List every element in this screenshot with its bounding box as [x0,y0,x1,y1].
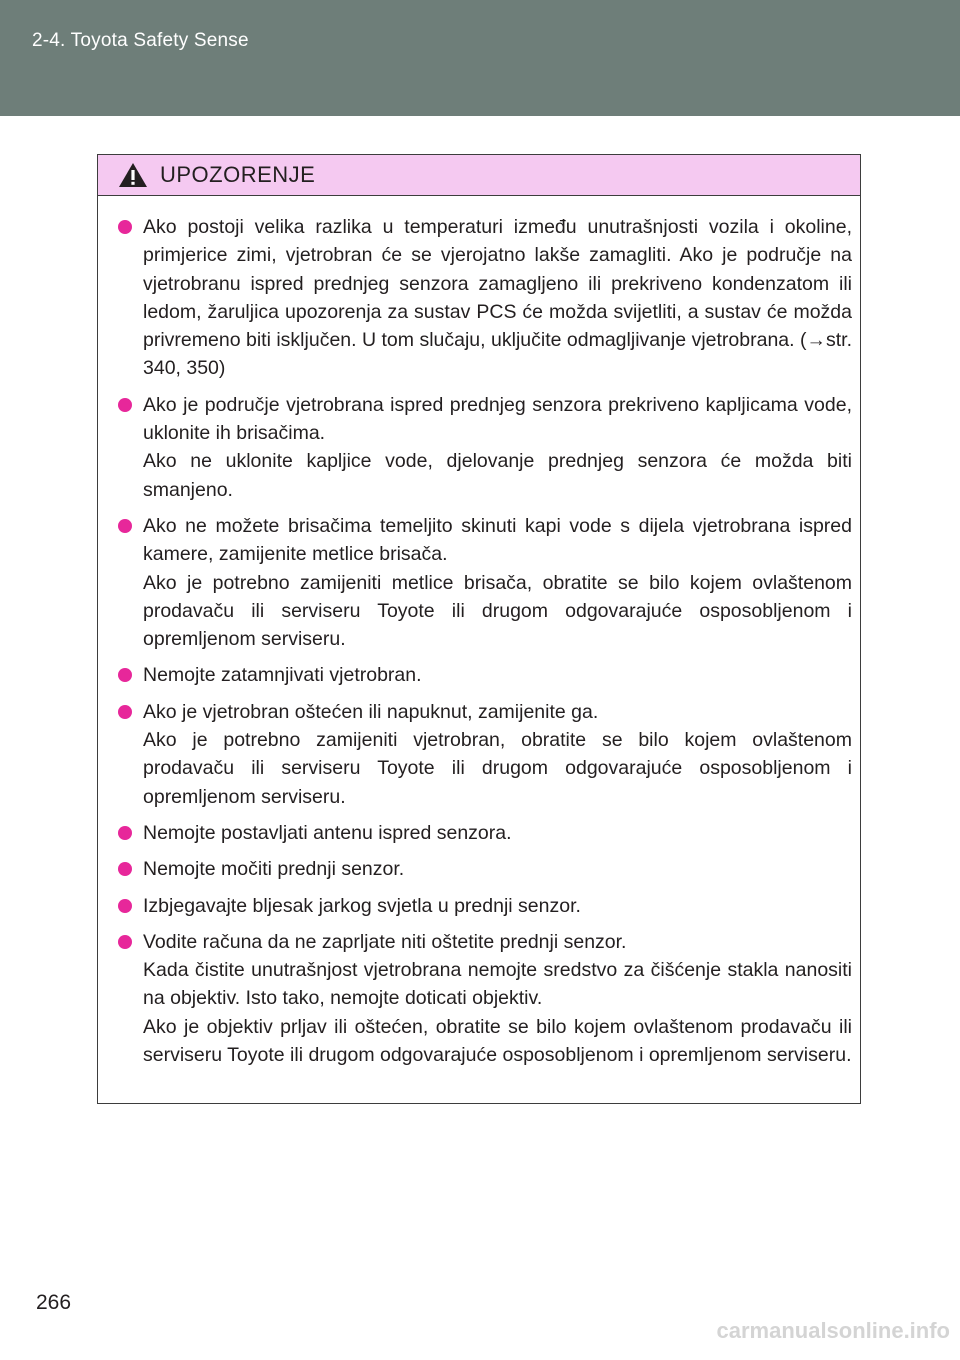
bullet-icon [118,862,132,876]
bullet-icon [118,398,132,412]
page-number: 266 [36,1291,72,1314]
warning-item [117,391,852,504]
warning-item-text: Ako je objektiv prljav ili oštećen, obratite se bilo kojem ovlaštenom prodavaču ili serviseru Toyote ili drugom odgovarajuće osposobljenom i opremljenom serviseru. [143,1015,852,1067]
section-title: 2-4. Toyota Safety Sense [32,30,249,51]
warning-item-text: Nemojte zatamnjivati vjetrobran. [143,664,422,687]
bullet-icon [118,668,132,682]
page-header [0,0,960,116]
warning-box [97,154,861,1104]
warning-triangle-icon [118,162,148,188]
warning-item [117,892,852,920]
warning-item [117,855,852,883]
warning-item [117,698,852,811]
warning-item-text: Ako je područje vjetrobrana ispred prednjeg senzora prekriveno kapljicama vode, uklonite ih brisačima. [143,393,852,445]
warning-item-text: Nemojte postavljati antenu ispred senzora. [143,821,512,844]
bullet-icon [118,705,132,719]
warning-item [117,512,852,653]
bullet-icon [118,935,132,949]
warning-item [117,661,852,689]
warning-title: UPOZORENJE [160,162,316,187]
watermark: carmanualsonline.info [716,1318,950,1343]
warning-item-text: Ako je potrebno zamijeniti vjetrobran, obratite se bilo kojem ovlaštenom prodavaču ili serviseru Toyote ili drugom odgovarajuće osposobljenom i opremljenom serviseru. [143,729,852,808]
warning-item-text: Ako postoji velika razlika u temperaturi između unutrašnjosti vozila i okoline, primjerice zimi, vjetrobran će se vjerojatno lakše zamagliti. Ako je područje na vjetrobranu ispred prednjeg senzora zamagljeno ili prekriveno kondenzatom ili ledom, žaruljica upozorenja za sustav PCS će možda svijetliti, a sustav će možda privremeno biti isključen. U tom slučaju, uključite odmagljivanje vjetrobrana. (→str. 340, 350) [143,216,852,380]
bullet-icon [118,519,132,533]
bullet-icon [118,899,132,913]
warning-item-text: Ako ne uklonite kapljice vode, djelovanje prednjeg senzora će možda biti smanjeno. [143,450,852,501]
warning-item-text: Kada čistite unutrašnjost vjetrobrana nemojte sredstvo za čišćenje stakla nanositi na objektiv. Isto tako, nemojte doticati objektiv. [143,959,852,1010]
bullet-icon [118,826,132,840]
warning-header [98,155,860,196]
warning-item [117,819,852,847]
warning-item-text: Izbjegavajte bljesak jarkog svjetla u prednji senzor. [143,894,581,917]
warning-item-text: Ako ne možete brisačima temeljito skinuti kapi vode s dijela vjetrobrana ispred kamere, zamijenite metlice brisača. [143,514,852,566]
warning-item-text: Ako je vjetrobran oštećen ili napuknut, zamijenite ga. [143,700,599,723]
warning-item-text: Ako je potrebno zamijeniti metlice brisača, obratite se bilo kojem ovlaštenom prodavaču ili serviseru Toyote ili drugom odgovarajuće osposobljenom i opremljenom serviseru. [143,571,852,651]
warning-list [98,196,860,1069]
warning-item-text: Vodite računa da ne zaprljate niti oštetite prednji senzor. [143,930,627,953]
warning-item-text: Nemojte močiti prednji senzor. [143,858,405,881]
bullet-icon [118,220,132,234]
warning-item [117,928,852,1069]
warning-item [117,213,852,383]
